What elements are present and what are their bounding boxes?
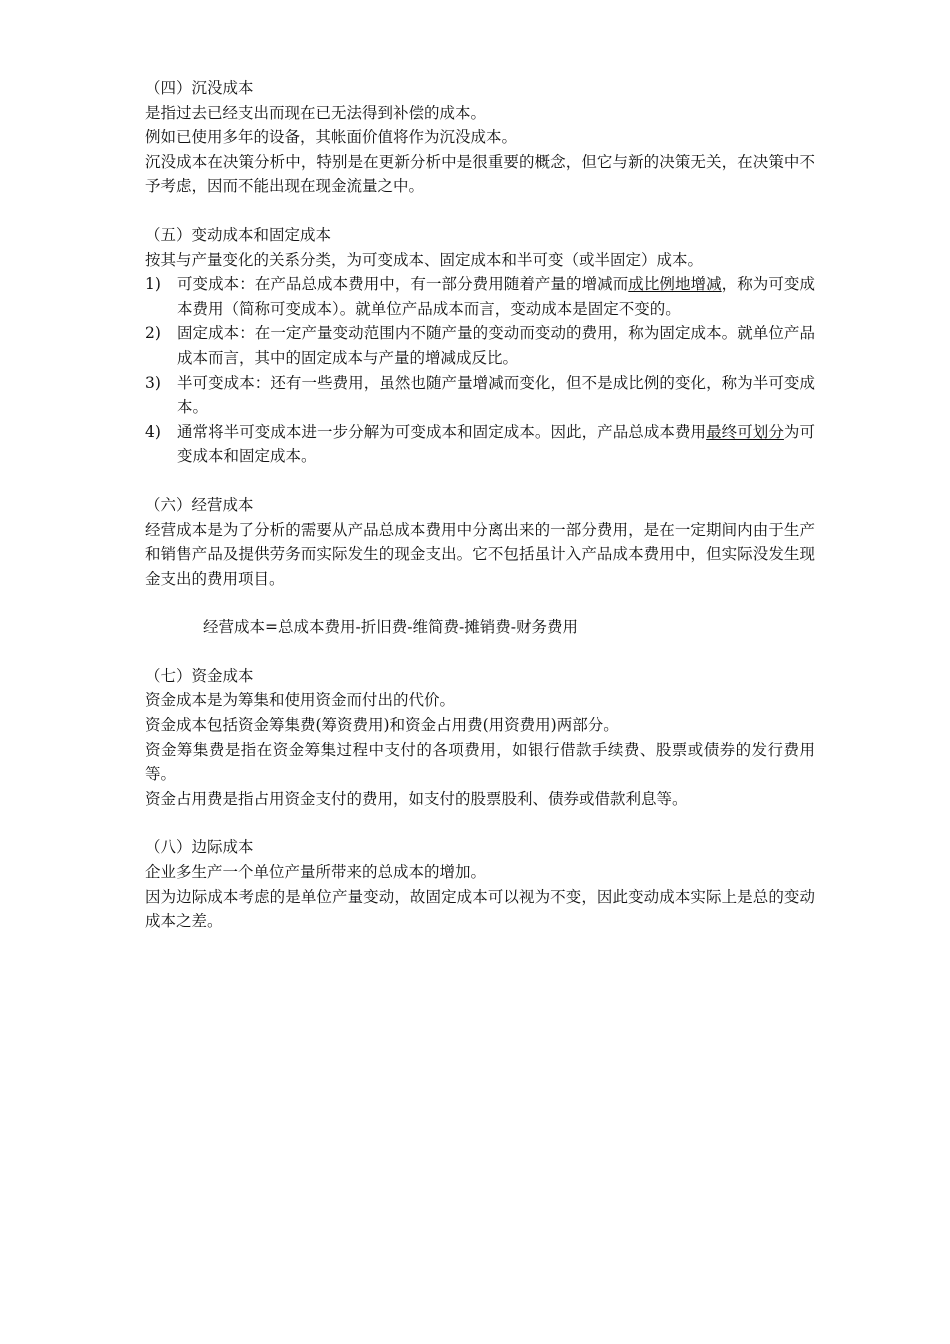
paragraph: 沉没成本在决策分析中，特别是在更新分析中是很重要的概念，但它与新的决策无关，在决策中不予考虑，因而不能出现在现金流量之中。: [145, 152, 815, 196]
list-number: 4): [145, 422, 161, 441]
list-item: [145, 371, 815, 420]
section-heading: （八）边际成本: [145, 838, 254, 857]
paragraph: 资金成本包括资金筹集费(筹资费用)和资金占用费(用资费用)两部分。: [145, 716, 619, 735]
underlined-text: 成比例地增减: [628, 275, 722, 294]
list-item: [145, 272, 815, 321]
paragraph: 资金筹集费是指在资金筹集过程中支付的各项费用，如银行借款手续费、股票或债券的发行费用等。: [145, 740, 815, 784]
list-text: 半可变成本：还有一些费用，虽然也随产量增减而变化，但不是成比例的变化，称为半可变成本。: [177, 373, 815, 417]
document-page: [145, 76, 815, 958]
section-variable-fixed-cost: [145, 223, 815, 469]
paragraph: 资金成本是为筹集和使用资金而付出的代价。: [145, 691, 456, 710]
paragraph: 因为边际成本考虑的是单位产量变动，故固定成本可以视为不变，因此变动成本实际上是总的变动成本之差。: [145, 887, 815, 931]
section-heading: （五）变动成本和固定成本: [145, 225, 332, 244]
text-run: 可变成本：在产品总成本费用中，有一部分费用随着产量的增减而: [177, 275, 629, 294]
text-run: 为可变成本和固定成本。: [177, 422, 815, 466]
list-number: 2): [145, 324, 161, 343]
section-operating-cost: [145, 493, 815, 591]
paragraph: 是指过去已经支出而现在已无法得到补偿的成本。: [145, 103, 487, 122]
formula: 经营成本=总成本费用-折旧费-维简费-摊销费-财务费用: [203, 618, 578, 637]
paragraph: 经营成本是为了分析的需要从产品总成本费用中分离出来的一部分费用，是在一定期间内由于生产和销售产品及提供劳务而实际发生的现金支出。它不包括虽计入产品成本费用中，但实际没发生现金支出的费用项目。: [145, 520, 815, 588]
section-heading: （四）沉没成本: [145, 79, 254, 97]
paragraph: 企业多生产一个单位产量所带来的总成本的增加。: [145, 863, 487, 882]
list-text: [177, 420, 815, 469]
text-run: ，称为可变成本费用（简称可变成本）。就单位产品成本而言，变动成本是固定不变的。: [177, 275, 815, 318]
list-text: [177, 272, 815, 321]
paragraph: 按其与产量变化的关系分类，为可变成本、固定成本和半可变（或半固定）成本。: [145, 250, 704, 269]
section-heading: （七）资金成本: [145, 666, 254, 685]
list-item: [145, 321, 815, 370]
paragraph: 例如已使用多年的设备，其帐面价值将作为沉没成本。: [145, 128, 518, 147]
section-capital-cost: [145, 664, 815, 812]
underlined-text: 最终可划分: [706, 422, 784, 441]
paragraph: 资金占用费是指占用资金支付的费用，如支付的股票股利、债券或借款利息等。: [145, 789, 688, 808]
text-run: 通常将半可变成本进一步分解为可变成本和固定成本。因此，产品总成本费用: [177, 422, 707, 441]
section-marginal-cost: [145, 835, 815, 933]
list-item: [145, 420, 815, 469]
section-heading: （六）经营成本: [145, 495, 254, 514]
list-text: 固定成本：在一定产量变动范围内不随产量的变动而变动的费用，称为固定成本。就单位产品成本而言，其中的固定成本与产量的增减成反比。: [177, 324, 815, 367]
list-number: 1): [145, 275, 161, 294]
list-number: 3): [145, 373, 161, 392]
section-sunk-cost: [145, 76, 815, 199]
